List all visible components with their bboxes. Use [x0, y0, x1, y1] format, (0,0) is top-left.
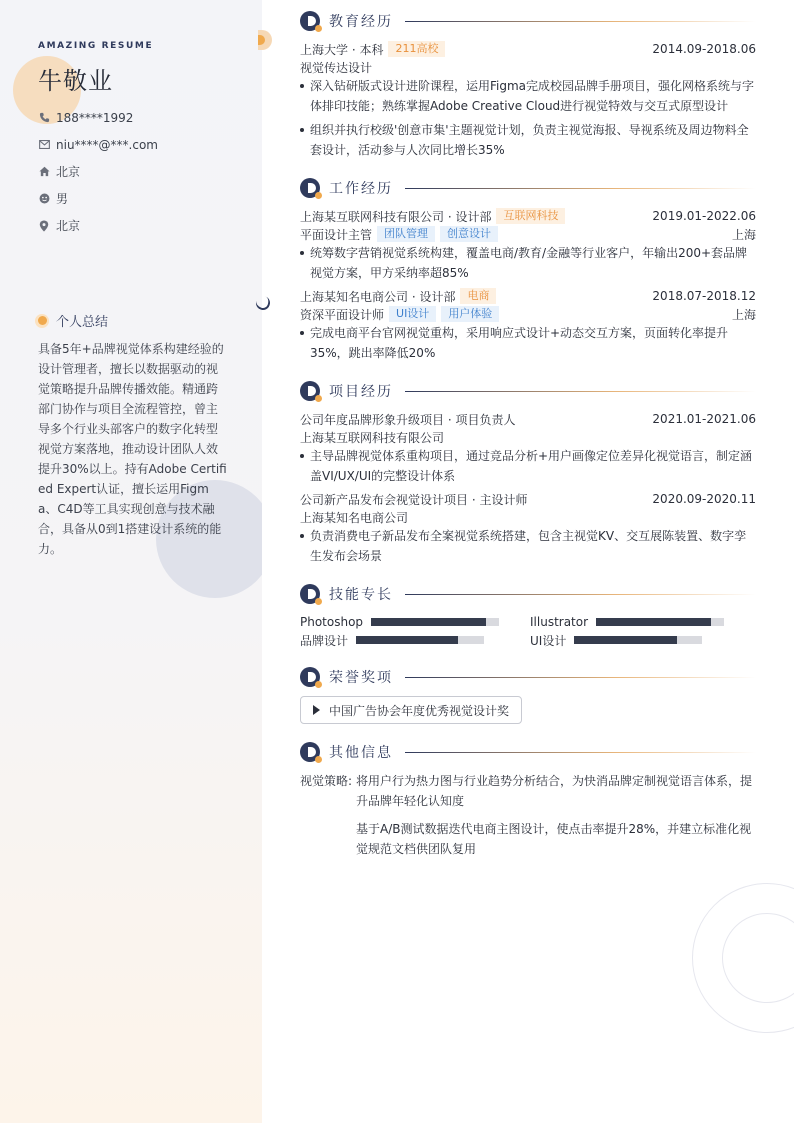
skill-item: [300, 632, 484, 648]
section-title: 荣誉奖项: [329, 670, 393, 686]
job-period: 2018.07-2018.12: [652, 289, 756, 303]
skill-bar-fill: [356, 636, 458, 644]
award-item: [300, 696, 522, 724]
project-org-row: [300, 428, 756, 446]
job-bullet: 完成电商平台官网视觉重构，采用响应式设计+动态交互方案，页面转化率提升35%，跳出率降低20%: [300, 323, 756, 363]
contact-phone: [38, 104, 158, 131]
candidate-name: 牛敬业: [38, 67, 113, 95]
dot-icon: [35, 314, 49, 328]
project-period: 2021.01-2021.06: [652, 412, 756, 426]
job-bullet: 统筹数字营销视觉系统构建，覆盖电商/教育/金融等行业客户，年输出200+套品牌视觉方案，甲方采纳率超85%: [300, 243, 756, 283]
skill-name: Photoshop: [300, 615, 364, 629]
gender-icon: [38, 193, 50, 205]
contact-gender: [38, 185, 158, 212]
skill-bar-fill: [371, 618, 486, 626]
education-bullet: 深入钻研版式设计进阶课程，运用Figma完成校园品牌手册项目，强化网格系统与字体排印技能；熟练掌握Adobe Creative Cloud进行视觉特效与交互式原型设计: [300, 76, 756, 116]
skill-name: 品牌设计: [300, 633, 349, 648]
project-bullet: 负责消费电子新品发布全案视觉系统搭建，包含主视觉KV、交互展陈装置、数字孪生发布会场景: [300, 526, 756, 566]
project-header: [300, 410, 756, 428]
job-city: 上海: [731, 307, 756, 322]
company-tag: 互联网科技: [496, 208, 565, 224]
job-header: [300, 207, 756, 225]
other-paragraph: 基于A/B测试数据迭代电商主图设计，使点击率提升28%，并建立标准化视觉规范文档供团队复用: [356, 822, 752, 856]
education-major-row: [300, 58, 756, 76]
contact-email: [38, 131, 158, 158]
location-text: 北京: [56, 219, 81, 233]
company-tag: 电商: [460, 288, 496, 304]
school-tag: 211高校: [388, 41, 445, 57]
school-name: 上海大学 · 本科: [300, 42, 384, 57]
skill-bar: [371, 618, 499, 626]
location-icon: [38, 220, 50, 232]
home-text: 北京: [56, 165, 81, 179]
job-role-row: [300, 305, 756, 323]
summary-title: 个人总结: [56, 315, 109, 330]
skill-item: [300, 614, 499, 630]
job-role-row: [300, 225, 756, 243]
section-honors-heading: [300, 666, 756, 688]
project-org-row: [300, 508, 756, 526]
project-org: 上海某知名电商公司: [300, 510, 409, 525]
skill-name: UI设计: [530, 633, 567, 648]
project-bullet: 主导品牌视觉体系重构项目，通过竞品分析+用户画像定位差异化视觉语言，制定涵盖VI/UX/UI的完整设计体系: [300, 446, 756, 486]
skill-bar-fill: [596, 618, 711, 626]
section-title: 其他信息: [329, 745, 393, 761]
summary-text: 具备5年+品牌视觉体系构建经验的设计管理者，擅长以数据驱动的视觉策略提升品牌传播效能。精通跨部门协作与项目全流程管控，曾主导多个行业头部客户的数字化转型视觉方案落地，推动设计团队人效提升30%以上。持有Adobe Certified Expert认证，擅长运用Figma、C4D等工具实现创意与技术融合，具备从0到1搭建设计系统的能力。: [38, 342, 227, 556]
phone-text: 188****1992: [56, 110, 134, 125]
project-org: 上海某互联网科技有限公司: [300, 430, 445, 445]
skill-name: Illustrator: [530, 615, 589, 629]
triangle-icon: [313, 705, 320, 715]
role-tag: 团队管理: [377, 226, 435, 242]
education-bullet: 组织并执行校级'创意市集'主题视觉计划，负责主视觉海报、导视系统及周边物料全套设计，活动参与人次同比增长35%: [300, 120, 756, 160]
job-role: 平面设计主管: [300, 227, 373, 242]
skill-item: [530, 614, 724, 630]
section-icon: [300, 178, 320, 198]
other-paragraph: 将用户行为热力图与行业趋势分析结合，为快消品牌定制视觉语言体系，提升品牌年轻化认知度: [356, 774, 753, 808]
decorative-edge-dot: [258, 30, 272, 50]
summary-heading: [35, 311, 108, 330]
section-icon: [300, 667, 320, 687]
job-role: 资深平面设计师: [300, 307, 385, 322]
mail-icon: [38, 139, 50, 151]
section-skills-heading: [300, 583, 756, 605]
job-city: 上海: [731, 227, 756, 242]
education-major: 视觉传达设计: [300, 60, 373, 75]
job-header: [300, 287, 756, 305]
project-name: 公司年度品牌形象升级项目 · 项目负责人: [300, 412, 516, 427]
section-icon: [300, 742, 320, 762]
project-name: 公司新产品发布会视觉设计项目 · 主设计师: [300, 492, 528, 507]
job-company: 上海某互联网科技有限公司 · 设计部: [300, 209, 492, 224]
section-title: 工作经历: [329, 181, 393, 197]
phone-icon: [38, 112, 50, 124]
job-period: 2019.01-2022.06: [652, 209, 756, 223]
contact-home: [38, 158, 158, 185]
gender-text: 男: [56, 192, 69, 206]
brand-label: AMAZING RESUME: [38, 41, 154, 51]
section-projects-heading: [300, 380, 756, 402]
skill-bar-fill: [574, 636, 676, 644]
skill-item: [530, 632, 702, 648]
education-period: 2014.09-2018.06: [652, 42, 756, 56]
section-divider: [405, 21, 756, 22]
role-tag: 创意设计: [440, 226, 498, 242]
section-divider: [405, 391, 756, 392]
other-label: 视觉策略:: [300, 774, 353, 788]
section-divider: [405, 188, 756, 189]
skill-bar: [574, 636, 702, 644]
section-icon: [300, 11, 320, 31]
section-divider: [405, 752, 756, 753]
role-tag: 用户体验: [441, 306, 499, 322]
sidebar: [0, 0, 262, 1123]
education-row: [300, 40, 756, 58]
section-title: 项目经历: [329, 384, 393, 400]
email-text: niu****@***.com: [56, 137, 158, 152]
section-divider: [405, 677, 756, 678]
skill-bar: [596, 618, 724, 626]
home-icon: [38, 166, 50, 178]
section-work-heading: [300, 177, 756, 199]
contact-location: [38, 212, 158, 239]
skill-bar: [356, 636, 484, 644]
section-title: 技能专长: [329, 587, 393, 603]
project-header: [300, 490, 756, 508]
role-tag: UI设计: [389, 306, 436, 322]
section-education-heading: [300, 10, 756, 32]
section-divider: [405, 594, 756, 595]
section-other-heading: [300, 741, 756, 763]
award-text: 中国广告协会年度优秀视觉设计奖: [329, 703, 510, 718]
project-period: 2020.09-2020.11: [652, 492, 756, 506]
section-icon: [300, 584, 320, 604]
section-icon: [300, 381, 320, 401]
contact-list: [38, 104, 158, 239]
job-company: 上海某知名电商公司 · 设计部: [300, 289, 456, 304]
section-title: 教育经历: [329, 14, 393, 30]
